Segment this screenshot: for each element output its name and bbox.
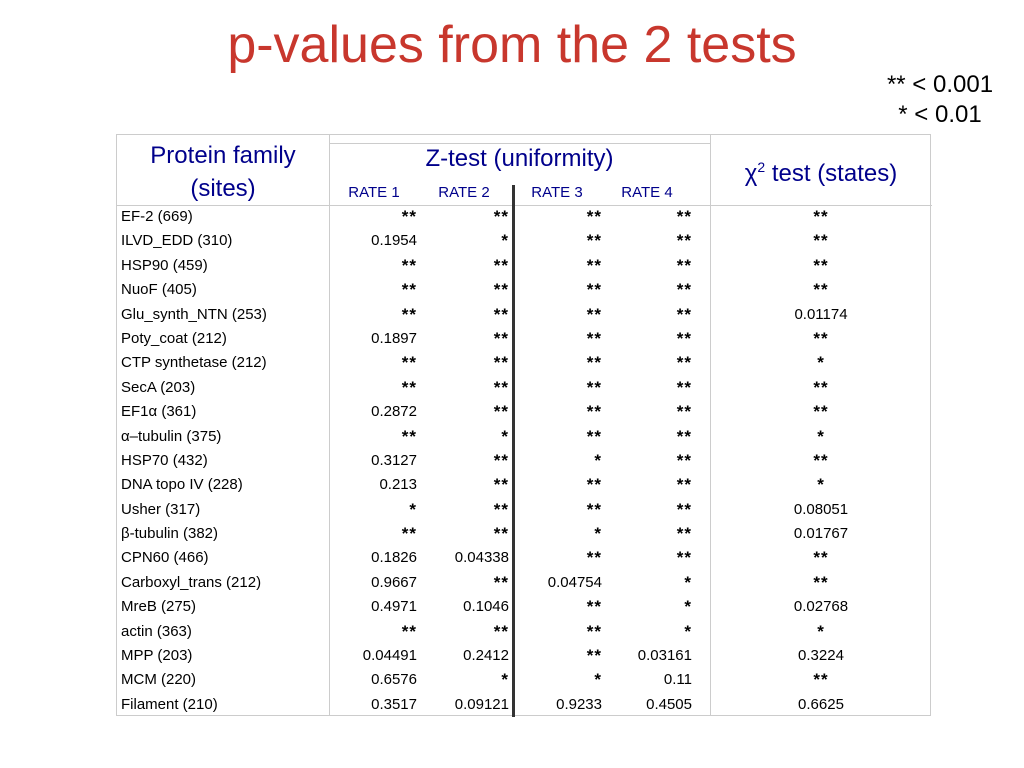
table-row xyxy=(117,522,932,546)
chi-square-cell: 0.08051 xyxy=(793,500,849,518)
rate-2-cell: 0.2412 xyxy=(463,647,509,665)
chi-square-cell: ** xyxy=(813,377,829,397)
protein-family-cell: ILVD_EDD (310) xyxy=(121,232,233,250)
rate-4-cell: ** xyxy=(676,328,692,348)
rate-1-cell: 0.4971 xyxy=(371,598,417,616)
table-row xyxy=(117,278,932,302)
chi-square-cell: * xyxy=(817,353,825,373)
rate-3-cell: ** xyxy=(586,353,602,373)
protein-family-cell: CPN60 (466) xyxy=(121,549,209,567)
protein-family-cell: EF1α (361) xyxy=(121,403,197,421)
rate-4-cell: ** xyxy=(676,450,692,470)
rate-2-cell: * xyxy=(501,231,509,251)
table-row xyxy=(117,546,932,570)
rate-2-cell: ** xyxy=(493,621,509,641)
rate-2-cell: 0.04338 xyxy=(454,549,509,567)
table-row xyxy=(117,351,932,375)
rate-3-cell: * xyxy=(594,450,602,470)
rate-2-cell: 0.09121 xyxy=(454,695,509,713)
rate-2-cell: 0.1046 xyxy=(463,598,509,616)
table-body xyxy=(117,205,932,717)
rate-1-cell: 0.1897 xyxy=(371,329,417,347)
rate-4-cell: ** xyxy=(676,255,692,275)
rate-4-cell: * xyxy=(684,572,692,592)
rate-3-cell: ** xyxy=(586,255,602,275)
table-row xyxy=(117,449,932,473)
chi-square-cell: 0.6625 xyxy=(798,695,844,713)
rate-1-cell: 0.3517 xyxy=(371,695,417,713)
table-row xyxy=(117,693,932,717)
rate-1-cell: 0.213 xyxy=(379,476,417,494)
rate-1-cell: ** xyxy=(401,524,417,544)
rate-2-cell: ** xyxy=(493,255,509,275)
rate-2-cell: ** xyxy=(493,475,509,495)
table-row xyxy=(117,327,932,351)
rate-2-cell: ** xyxy=(493,450,509,470)
protein-family-cell: SecA (203) xyxy=(121,378,196,396)
protein-family-cell: DNA topo IV (228) xyxy=(121,476,243,494)
rate-2-cell: ** xyxy=(493,402,509,422)
rate-2-cell: ** xyxy=(493,280,509,300)
rate-2-cell: * xyxy=(501,670,509,690)
protein-family-cell: actin (363) xyxy=(121,622,192,640)
chi-square-cell: ** xyxy=(813,328,829,348)
rate-3-cell: ** xyxy=(586,475,602,495)
rate-3-cell: ** xyxy=(586,402,602,422)
significance-legend xyxy=(850,70,1024,130)
rate-4-cell: ** xyxy=(676,304,692,324)
header-protein-family: Protein family (sites) xyxy=(150,142,296,202)
chi-square-cell: 0.01767 xyxy=(793,525,849,543)
rate-3-cell: ** xyxy=(586,207,602,226)
legend-double-star: ** < 0.001 xyxy=(886,71,994,98)
rate-1-cell: 0.6576 xyxy=(371,671,417,689)
chi-square-cell: ** xyxy=(813,572,829,592)
chi-square-cell: * xyxy=(817,475,825,495)
rate-4-cell: ** xyxy=(676,231,692,251)
rate-4-cell: ** xyxy=(676,524,692,544)
rate-4-cell: ** xyxy=(676,377,692,397)
protein-family-cell: α–tubulin (375) xyxy=(121,427,222,445)
rate-4-cell: 0.03161 xyxy=(637,647,692,665)
table-row xyxy=(117,644,932,668)
rate-1-cell: ** xyxy=(401,621,417,641)
chi-square-cell: ** xyxy=(813,231,829,251)
header-z-test: Z-test (uniformity) xyxy=(425,145,614,172)
rate-4-cell: ** xyxy=(676,207,692,226)
table-row xyxy=(117,473,932,497)
header-rate-3: RATE 3 xyxy=(531,184,583,201)
rate-3-cell: ** xyxy=(586,646,602,666)
chi-square-cell: ** xyxy=(813,548,829,568)
rate-4-cell: * xyxy=(684,621,692,641)
protein-family-cell: HSP90 (459) xyxy=(121,256,208,274)
table-row xyxy=(117,303,932,327)
chi-square-cell: ** xyxy=(813,450,829,470)
rate-3-cell: ** xyxy=(586,231,602,251)
rate-1-cell: ** xyxy=(401,353,417,373)
rate-4-cell: ** xyxy=(676,426,692,446)
rate-2-cell: ** xyxy=(493,572,509,592)
rate-1-cell: 0.2872 xyxy=(371,403,417,421)
rate-4-cell: 0.11 xyxy=(663,671,692,689)
rate-1-cell: ** xyxy=(401,255,417,275)
rate-3-cell: ** xyxy=(586,304,602,324)
header-chi-square-test: $\chi^2$ test (states) xyxy=(744,159,898,187)
protein-family-cell: CTP synthetase (212) xyxy=(121,354,267,372)
table-row xyxy=(117,595,932,619)
rate-2-cell: ** xyxy=(493,377,509,397)
rate-3-cell: ** xyxy=(586,280,602,300)
header-rate-1: RATE 1 xyxy=(348,184,400,201)
protein-family-cell: β-tubulin (382) xyxy=(121,525,219,543)
rate-4-cell: ** xyxy=(676,499,692,519)
rate-4-cell: ** xyxy=(676,280,692,300)
rate-3-cell: ** xyxy=(586,499,602,519)
rate-1-cell: 0.1954 xyxy=(371,232,417,250)
rate-2-cell: ** xyxy=(493,499,509,519)
rate-2-cell: ** xyxy=(493,524,509,544)
chi-square-cell: ** xyxy=(813,402,829,422)
rate-4-cell: 0.4505 xyxy=(646,695,692,713)
rate-3-cell: ** xyxy=(586,548,602,568)
rate-2-cell: ** xyxy=(493,304,509,324)
legend-single-star: * < 0.01 xyxy=(898,101,982,128)
rate-4-cell: ** xyxy=(676,548,692,568)
rate-1-cell: * xyxy=(409,499,417,519)
rate-1-cell: ** xyxy=(401,304,417,324)
rate-3-cell: 0.9233 xyxy=(556,695,602,713)
table-row xyxy=(117,254,932,278)
chi-square-cell: 0.01174 xyxy=(794,305,848,323)
protein-family-cell: NuoF (405) xyxy=(121,281,197,299)
rate-4-cell: ** xyxy=(676,475,692,495)
protein-family-cell: Glu_synth_NTN (253) xyxy=(121,305,267,323)
chi-square-cell: ** xyxy=(813,670,829,690)
table-row xyxy=(117,400,932,424)
pvalue-table xyxy=(116,134,931,716)
table-row xyxy=(117,498,932,522)
rate-4-cell: * xyxy=(684,597,692,617)
protein-family-cell: MCM (220) xyxy=(121,671,197,689)
rate-2-cell: * xyxy=(501,426,509,446)
chi-square-cell: 0.3224 xyxy=(798,647,844,665)
protein-family-cell: Poty_coat (212) xyxy=(121,329,227,347)
rate-1-cell: 0.04491 xyxy=(362,647,417,665)
rate-1-cell: 0.1826 xyxy=(371,549,417,567)
table-row xyxy=(117,229,932,253)
chi-square-cell: ** xyxy=(813,280,829,300)
chi-square-cell: * xyxy=(817,621,825,641)
rate-3-cell: * xyxy=(594,524,602,544)
table-row xyxy=(117,620,932,644)
rate-4-cell: ** xyxy=(676,402,692,422)
table-row xyxy=(117,571,932,595)
protein-family-cell: HSP70 (432) xyxy=(121,451,208,469)
rate-1-cell: 0.9667 xyxy=(371,573,417,591)
table-row xyxy=(117,425,932,449)
rate-3-cell: ** xyxy=(586,621,602,641)
rate-3-cell: * xyxy=(594,670,602,690)
chi-square-cell: * xyxy=(817,426,825,446)
rate-1-cell: ** xyxy=(401,207,417,226)
rate-1-cell: ** xyxy=(401,377,417,397)
header-rate-4: RATE 4 xyxy=(621,184,673,201)
rate-1-cell: 0.3127 xyxy=(371,451,417,469)
protein-family-cell: EF-2 (669) xyxy=(121,208,193,225)
protein-family-cell: Usher (317) xyxy=(121,500,201,518)
rate-2-cell: ** xyxy=(493,207,509,226)
rate-1-cell: ** xyxy=(401,280,417,300)
header-rate-2: RATE 2 xyxy=(438,184,490,201)
rate-3-cell: ** xyxy=(586,377,602,397)
rate-3-cell: 0.04754 xyxy=(547,573,602,591)
table-row xyxy=(117,668,932,692)
chi-square-cell: 0.02768 xyxy=(793,598,849,616)
rate-1-cell: ** xyxy=(401,426,417,446)
protein-family-cell: MreB (275) xyxy=(121,598,197,616)
slide-title: p-values from the 2 tests xyxy=(227,16,797,74)
protein-family-cell: MPP (203) xyxy=(121,647,193,665)
table-row xyxy=(117,205,932,229)
rate-3-cell: ** xyxy=(586,597,602,617)
chi-square-cell: ** xyxy=(813,255,829,275)
rate-3-cell: ** xyxy=(586,328,602,348)
table-row xyxy=(117,376,932,400)
protein-family-cell: Carboxyl_trans (212) xyxy=(121,573,262,591)
rate-2-cell: ** xyxy=(493,328,509,348)
rate-2-cell: ** xyxy=(493,353,509,373)
rate-3-cell: ** xyxy=(586,426,602,446)
rate-4-cell: ** xyxy=(676,353,692,373)
chi-square-cell: ** xyxy=(813,207,829,226)
protein-family-cell: Filament (210) xyxy=(121,695,218,713)
